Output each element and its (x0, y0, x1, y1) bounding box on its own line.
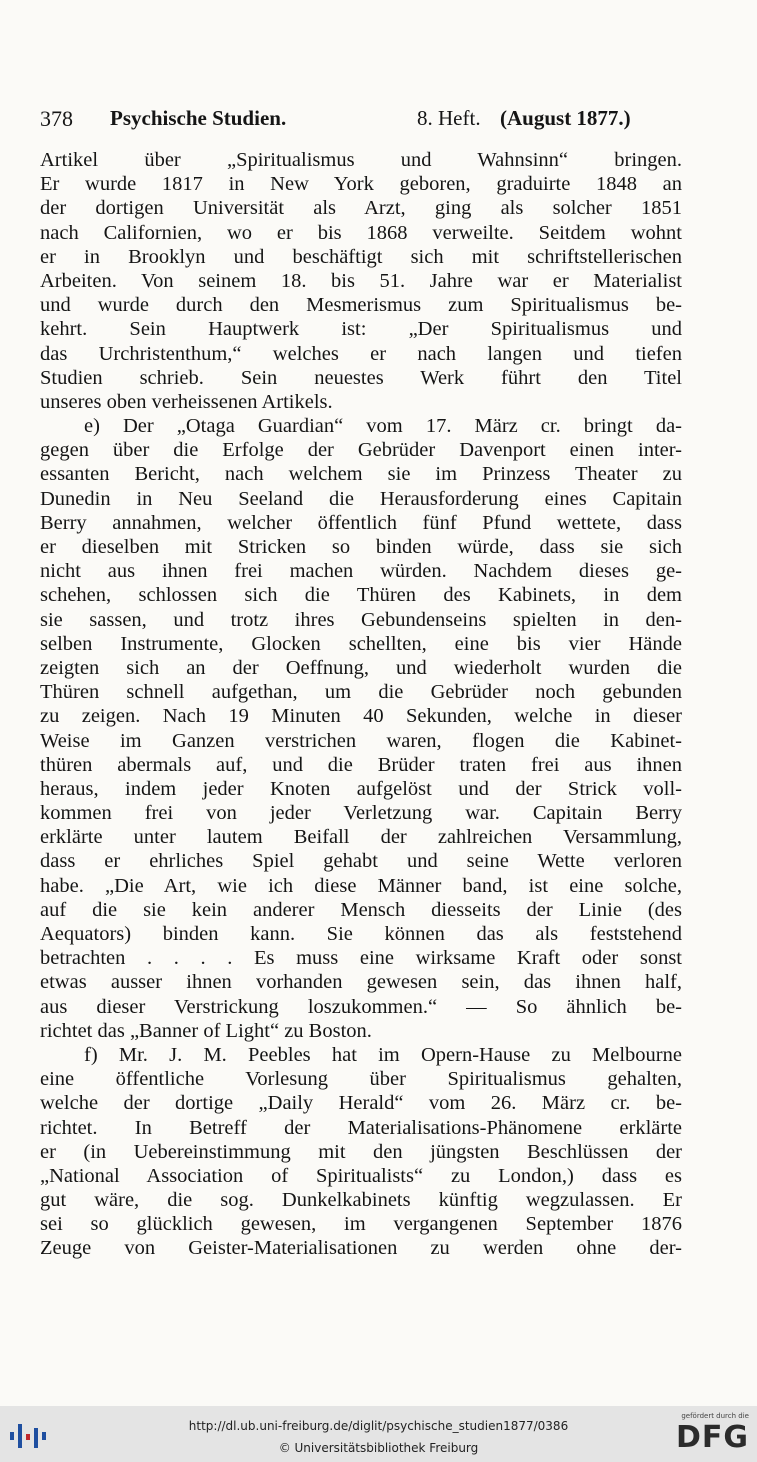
text-line: betrachten . . . . Es muss eine wirksame Kraft oder sonst (40, 947, 682, 970)
text-line: aus dieser Verstrickung loszukommen.“ — So ähnlich be- (40, 995, 682, 1018)
text-line: Zeuge von Geister-Materialisationen zu werden ohne der- (40, 1237, 682, 1260)
text-line: Arbeiten. Von seinem 18. bis 51. Jahre war er Materialist (40, 269, 682, 292)
text-line: nicht aus ihnen frei machen würden. Nachdem dieses ge- (40, 560, 682, 583)
text-line: schehen, schlossen sich die Thüren des Kabinets, in dem (40, 584, 682, 607)
text-line: e) Der „Otaga Guardian“ vom 17. März cr. bringt da- (84, 415, 682, 438)
text-line: sie sassen, und trotz ihres Gebundenseins spielten in den- (40, 608, 682, 631)
issue-date: (August 1877.) (500, 106, 631, 130)
text-line: dass er ehrliches Spiel gehabt und seine Wette verloren (40, 850, 682, 873)
text-line: auf die sie kein anderer Mensch diesseits der Linie (des (40, 898, 682, 921)
text-line: zu zeigen. Nach 19 Minuten 40 Sekunden, welche in dieser (40, 705, 682, 728)
text-line: thüren abermals auf, und die Brüder traten frei aus ihnen (40, 753, 682, 776)
funding-note: gefördert durch die (681, 1412, 749, 1420)
text-line: und wurde durch den Mesmerismus zum Spiritualismus be- (40, 294, 682, 317)
text-line: selben Instrumente, Glocken schellten, eine bis vier Hände (40, 632, 682, 655)
viewer-footer (0, 1406, 757, 1462)
text-line: Berry annahmen, welcher öffentlich fünf Pfund wettete, dass (40, 511, 682, 534)
text-line: erklärte unter lautem Beifall der zahlreichen Versammlung, (40, 826, 682, 849)
running-header (40, 106, 680, 136)
text-line: Thüren schnell aufgethan, um die Gebrüder noch gebunden (40, 681, 682, 704)
text-line: Dunedin in Neu Seeland die Herausforderung eines Capitain (40, 487, 682, 510)
dfg-logo: DFG (675, 1420, 749, 1455)
text-line: essanten Bericht, nach welchem sie im Prinzess Theater zu (40, 463, 682, 486)
text-line: er dieselben mit Stricken so binden würde, dass sie sich (40, 536, 682, 558)
text-line: Weise im Ganzen verstrichen waren, flogen die Kabinet- (40, 729, 682, 752)
text-line: kommen frei von jeder Verletzung war. Capitain Berry (40, 802, 682, 825)
text-line: habe. „Die Art, wie ich diese Männer band, ist eine solche, (40, 874, 682, 897)
text-line: er in Brooklyn und beschäftigt sich mit schriftstellerischen (40, 245, 682, 268)
text-line: richtet das „Banner of Light“ zu Boston. (40, 1019, 372, 1042)
source-url[interactable]: http://dl.ub.uni-freiburg.de/diglit/psychische_studien1877/0386 (188, 1419, 569, 1433)
text-line: nach Californien, wo er bis 1868 verweilte. Seitdem wohnt (40, 221, 682, 244)
text-line: welche der dortige „Daily Herald“ vom 26. März cr. be- (40, 1092, 682, 1115)
copyright-notice: © Universitätsbibliothek Freiburg (278, 1441, 479, 1455)
text-line: heraus, indem jeder Knoten aufgelöst und der Strick voll- (40, 777, 682, 800)
text-line: f) Mr. J. M. Peebles hat im Opern-Hause zu Melbourne (84, 1043, 682, 1066)
text-line: das Urchristenthum,“ welches er nach langen und tiefen (40, 342, 682, 365)
text-line: Artikel über „Spiritualismus und Wahnsinn“ bringen. (40, 149, 682, 171)
text-line: er (in Uebereinstimmung mit den jüngsten Beschlüssen der (40, 1140, 682, 1163)
text-line: kehrt. Sein Hauptwerk ist: „Der Spiritualismus und (40, 318, 682, 341)
text-line: gegen über die Erfolge der Gebrüder Davenport einen inter- (40, 439, 682, 462)
issue-number: 8. Heft. (417, 106, 481, 130)
text-line: sei so glücklich gewesen, im vergangenen September 1876 (40, 1213, 682, 1236)
body-text (40, 148, 682, 1261)
text-line: zeigten sich an der Oeffnung, und wiederholt wurden die (40, 656, 682, 679)
text-line: der dortigen Universität als Arzt, ging als solcher 1851 (40, 197, 682, 220)
text-line: eine öffentliche Vorlesung über Spiritualismus gehalten, (40, 1068, 682, 1091)
journal-title: Psychische Studien. (110, 106, 287, 130)
text-line: gut wäre, die sog. Dunkelkabinets künftig wegzulassen. Er (40, 1189, 682, 1212)
text-line: unseres oben verheissenen Artikels. (40, 390, 333, 413)
text-line: richtet. In Betreff der Materialisations-Phänomene erklärte (40, 1116, 682, 1139)
text-line: Aequators) binden kann. Sie können das als feststehend (40, 923, 682, 945)
page-number: 378 (40, 106, 73, 131)
text-line: Er wurde 1817 in New York geboren, graduirte 1848 an (40, 173, 682, 196)
text-line: etwas ausser ihnen vorhanden gewesen sein, das ihnen half, (40, 971, 682, 994)
text-line: „National Association of Spiritualists“ zu London,) dass es (40, 1164, 682, 1187)
text-line: Studien schrieb. Sein neuestes Werk führt den Titel (40, 366, 682, 389)
